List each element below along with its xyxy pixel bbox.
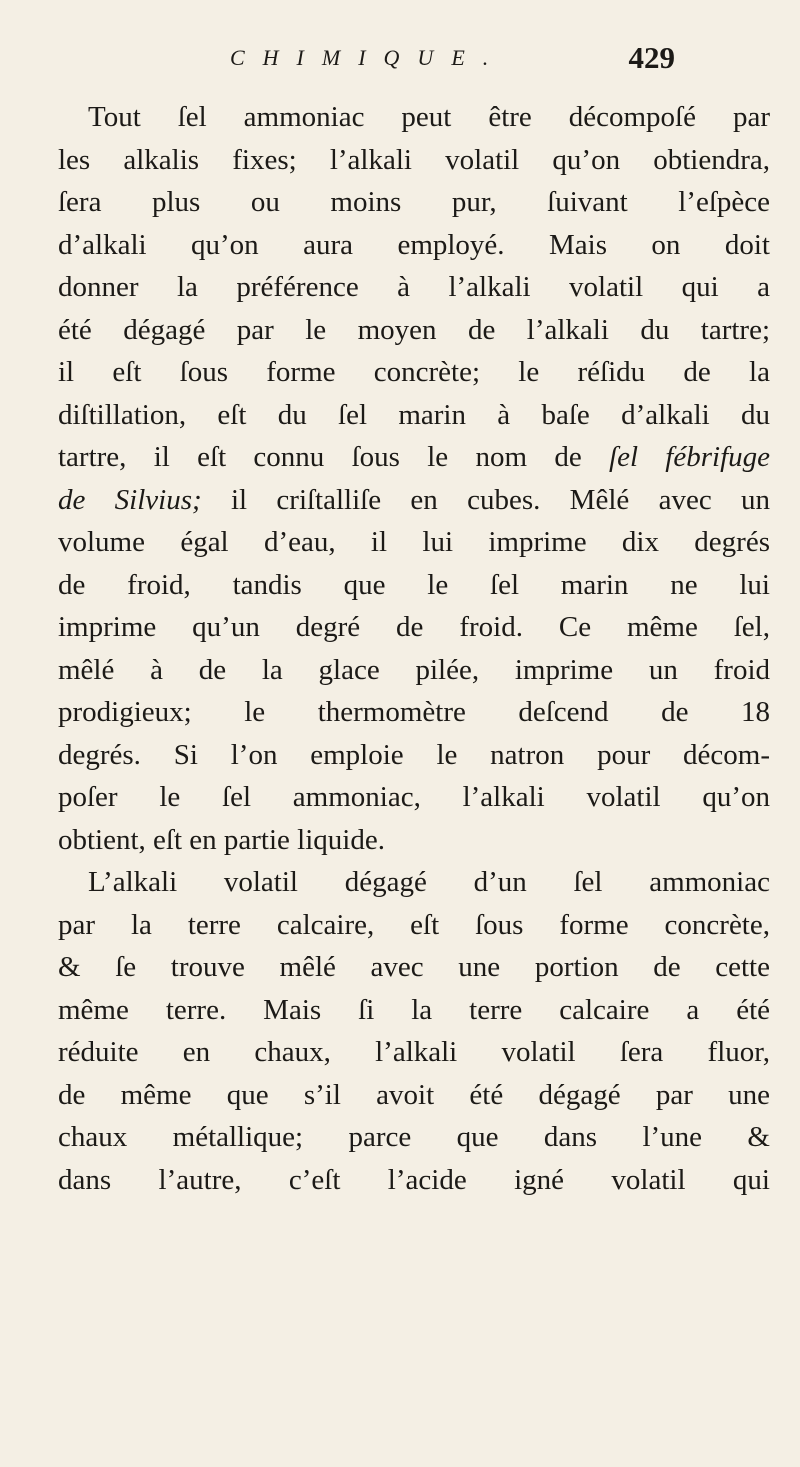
text-line: [58, 394, 770, 437]
text-line: [58, 946, 770, 989]
line-text: L’alkali volatil dégagé d’un ſel ammoniac: [88, 866, 770, 898]
text-line: [58, 649, 770, 692]
text-line: [58, 1116, 770, 1159]
text-line: [58, 606, 770, 649]
line-text: degrés. Si l’on emploie le natron pour décom-: [58, 738, 770, 771]
line-text: & ſe trouve mêlé avec une portion de cette: [58, 951, 770, 983]
text-line: [58, 734, 770, 777]
line-text: diſtillation, eſt du ſel marin à baſe d’alkali du: [58, 398, 770, 431]
line-text: dans l’autre, c’eſt l’acide igné volatil qui: [58, 1163, 770, 1196]
text-line: [58, 1074, 770, 1117]
running-head: CHIMIQUE.: [230, 45, 507, 70]
text-line: [58, 989, 770, 1032]
line-text: tartre, il eſt connu ſous le nom de: [58, 441, 610, 473]
italic-phrase: ſel fébrifuge: [609, 441, 770, 473]
line-text: poſer le ſel ammoniac, l’alkali volatil qu’on: [58, 781, 770, 813]
text-line: [58, 564, 770, 607]
text-line: [58, 96, 770, 139]
text-line: [58, 181, 770, 224]
text-line: [58, 139, 770, 182]
text-line: [58, 904, 770, 947]
line-text: de froid, tandis que le ſel marin ne lui: [58, 568, 770, 601]
text-line: [58, 351, 770, 394]
line-text: imprime qu’un degré de froid. Ce même ſel,: [58, 611, 770, 643]
text-line: [58, 309, 770, 352]
line-text: obtient, eſt en partie liquide.: [58, 823, 385, 856]
line-text: ſera plus ou moins pur, ſuivant l’eſpèce: [58, 186, 770, 218]
line-text: par la terre calcaire, eſt ſous forme concrète,: [58, 908, 770, 941]
text-line: [58, 861, 770, 904]
line-text: les alkalis fixes; l’alkali volatil qu’on obtiendra,: [58, 143, 770, 176]
text-line: [58, 224, 770, 267]
text-line: [58, 1159, 770, 1202]
line-text: réduite en chaux, l’alkali volatil ſera fluor,: [58, 1036, 770, 1068]
line-text: de même que s’il avoit été dégagé par une: [58, 1078, 770, 1111]
text-line: [58, 1031, 770, 1074]
line-text: été dégagé par le moyen de l’alkali du tartre;: [58, 313, 770, 346]
line-text: d’alkali qu’on aura employé. Mais on doit: [58, 228, 770, 261]
line-text: chaux métallique; parce que dans l’une &: [58, 1121, 770, 1153]
line-text: Tout ſel ammoniac peut être décompoſé par: [88, 101, 770, 133]
text-line: [58, 266, 770, 309]
text-line: [58, 776, 770, 819]
line-text: il eſt ſous forme concrète; le réſidu de la: [58, 356, 770, 388]
text-line: [58, 479, 770, 522]
line-text: il criſtalliſe en cubes. Mêlé avec un: [201, 483, 770, 516]
page-number: 429: [628, 40, 675, 75]
text-line: [58, 436, 770, 479]
line-text: mêlé à de la glace pilée, imprime un froid: [58, 653, 770, 686]
line-text: volume égal d’eau, il lui imprime dix degrés: [58, 526, 770, 558]
text-line: [58, 691, 770, 734]
italic-phrase: de Silvius;: [58, 483, 202, 516]
line-text: prodigieux; le thermomètre deſcend de 18: [58, 696, 770, 728]
body-text: [58, 96, 770, 1201]
line-text: même terre. Mais ſi la terre calcaire a été: [58, 993, 770, 1026]
line-text: donner la préférence à l’alkali volatil qui a: [58, 271, 770, 303]
text-line: [58, 819, 770, 862]
page-header: [230, 38, 675, 82]
text-line: [58, 521, 770, 564]
